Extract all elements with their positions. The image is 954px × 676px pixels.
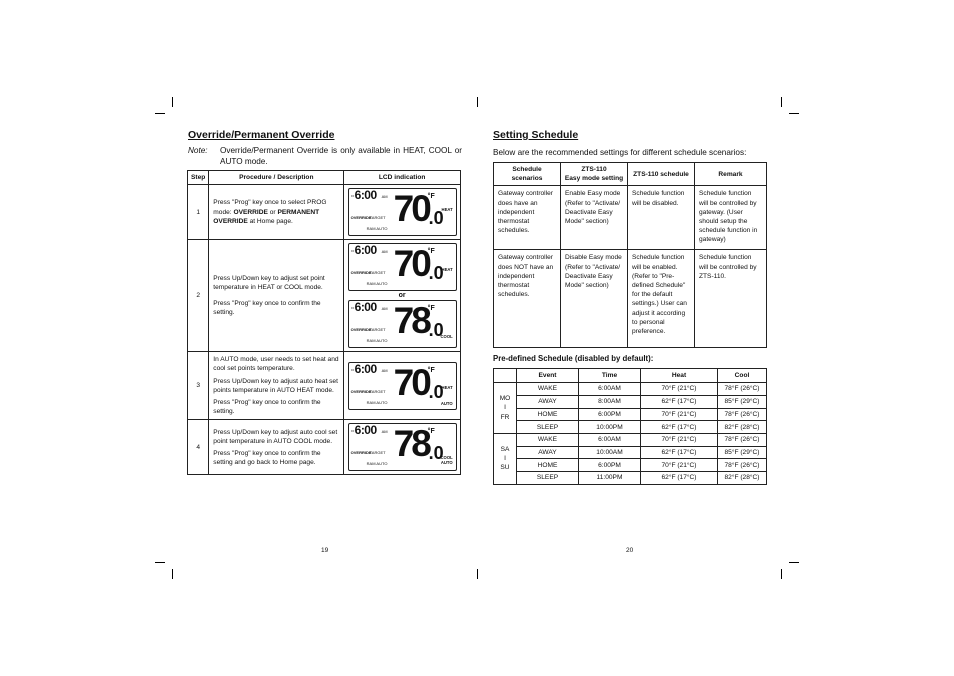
crop-mark bbox=[172, 97, 173, 107]
table-cell: 70°F (21°C) bbox=[641, 383, 718, 396]
table-cell: Schedule function will be controlled by ZTS-110. bbox=[695, 250, 767, 348]
table-cell: 62°F (17°C) bbox=[641, 446, 718, 459]
table-row bbox=[494, 408, 767, 421]
lcd-mode-heat: HEAT bbox=[441, 267, 453, 273]
lcd-temperature: 78 bbox=[393, 300, 429, 342]
table-cell: 85°F (29°C) bbox=[718, 395, 767, 408]
crop-mark bbox=[477, 569, 478, 579]
table-cell: Schedule function will be enabled. (Refer to "Pre-defined Schedule" for the default settings.) User can adjust it according to personal preference. bbox=[628, 250, 695, 348]
table-cell: 70°F (21°C) bbox=[641, 433, 718, 446]
table-cell: Schedule function will be controlled by gateway. (User should setup the schedule function in gateway) bbox=[695, 186, 767, 250]
text: SA bbox=[500, 446, 510, 454]
header-cool: Cool bbox=[718, 369, 767, 383]
text: Easy mode setting bbox=[564, 175, 624, 183]
table-cell: Gateway controller does NOT have an independent thermostat schedules. bbox=[494, 250, 561, 348]
lcd-ampm: AM bbox=[381, 367, 388, 373]
text: or bbox=[267, 208, 278, 216]
lcd-cell bbox=[344, 352, 461, 420]
page-number: 19 bbox=[321, 547, 329, 554]
lcd-cell bbox=[344, 420, 461, 475]
lcd-override: OVERRIDE bbox=[350, 270, 372, 276]
lcd-ram: RAM AUTO bbox=[366, 399, 388, 405]
text: FR bbox=[500, 413, 510, 421]
table-row bbox=[494, 186, 767, 250]
crop-mark bbox=[477, 97, 478, 107]
lcd-unit: °F bbox=[427, 305, 435, 313]
lcd-icon: ▭ bbox=[350, 428, 355, 434]
text: In AUTO mode, user needs to set heat and cool set points temperature. bbox=[213, 356, 339, 373]
page-number: 20 bbox=[626, 547, 634, 554]
lcd-override: OVERRIDE bbox=[350, 327, 372, 333]
step-number: 4 bbox=[188, 420, 209, 475]
step-number: 3 bbox=[188, 352, 209, 420]
lcd-target: TARGET bbox=[369, 450, 386, 456]
lcd-ram: RAM AUTO bbox=[366, 226, 388, 232]
text: ZTS-110 bbox=[581, 166, 607, 173]
lcd-temperature: 78 bbox=[393, 423, 429, 465]
lcd-ram: RAM AUTO bbox=[366, 281, 388, 287]
table-cell: 6:00PM bbox=[579, 459, 641, 472]
lcd-cell bbox=[344, 185, 461, 240]
step-description bbox=[209, 240, 344, 352]
table-cell: WAKE bbox=[517, 433, 579, 446]
lcd-override: OVERRIDE bbox=[350, 450, 372, 456]
table-row bbox=[494, 395, 767, 408]
lcd-icon: ▭ bbox=[350, 193, 355, 199]
crop-mark bbox=[155, 562, 165, 563]
table-cell: AWAY bbox=[517, 446, 579, 459]
lcd-temperature: 70 bbox=[393, 361, 429, 403]
table-row bbox=[494, 433, 767, 446]
lcd-decimal: .0 bbox=[428, 381, 444, 402]
lcd-temperature: 70 bbox=[393, 243, 429, 285]
schedule-scenarios-table bbox=[493, 162, 767, 348]
table-cell: HOME bbox=[517, 408, 579, 421]
step-description bbox=[209, 420, 344, 475]
lcd-display bbox=[348, 188, 457, 236]
step-number: 2 bbox=[188, 240, 209, 352]
table-cell: AWAY bbox=[517, 395, 579, 408]
table-row bbox=[494, 250, 767, 348]
table-row bbox=[494, 459, 767, 472]
table-cell: 82°F (28°C) bbox=[718, 472, 767, 485]
predefined-schedule-table bbox=[493, 368, 767, 485]
crop-mark bbox=[781, 97, 782, 107]
or-label: or bbox=[398, 292, 406, 300]
table-cell: 8:00AM bbox=[579, 395, 641, 408]
table-cell: 10:00PM bbox=[579, 421, 641, 434]
text: Press Up/Down key to adjust auto heat set points temperature in AUTO HEAT mode. bbox=[213, 377, 338, 394]
header-step: Step bbox=[188, 171, 209, 185]
lcd-ampm: AM bbox=[381, 306, 388, 312]
lcd-display bbox=[348, 300, 457, 348]
intro-text: Below are the recommended settings for different schedule scenarios: bbox=[493, 148, 747, 157]
lcd-target: TARGET bbox=[369, 215, 386, 221]
text: at Home page. bbox=[247, 217, 293, 225]
table-cell: 82°F (28°C) bbox=[718, 421, 767, 434]
lcd-decimal: .0 bbox=[428, 208, 444, 229]
table-cell: 11:00PM bbox=[579, 472, 641, 485]
table-cell: Schedule function will be disabled. bbox=[628, 186, 695, 250]
table-cell: SLEEP bbox=[517, 472, 579, 485]
lcd-display bbox=[348, 423, 457, 471]
crop-mark bbox=[781, 569, 782, 579]
text: Press "Prog" key once to select PROG mode: bbox=[213, 199, 327, 216]
lcd-time: 6:00 bbox=[354, 300, 377, 315]
text: Press "Prog" key once to confirm the setting and go back to Home page. bbox=[213, 449, 321, 467]
text-bold: PERMANENT OVERRIDE bbox=[213, 208, 320, 225]
lcd-mode-cool: COOL bbox=[440, 455, 453, 461]
text: Press "Prog" key once to confirm the setting. bbox=[213, 300, 321, 317]
lcd-target: TARGET bbox=[369, 270, 386, 276]
table-cell: 6:00PM bbox=[579, 408, 641, 421]
table-row bbox=[494, 446, 767, 459]
lcd-decimal: .0 bbox=[428, 320, 444, 341]
table-row bbox=[494, 421, 767, 434]
lcd-mode-heat: HEAT bbox=[441, 384, 453, 390]
lcd-ampm: AM bbox=[381, 429, 388, 435]
lcd-ram: RAM AUTO bbox=[366, 461, 388, 467]
lcd-time: 6:00 bbox=[354, 188, 377, 203]
crop-mark bbox=[172, 569, 173, 579]
header-blank bbox=[494, 369, 517, 383]
lcd-mode-heat: HEAT bbox=[441, 207, 453, 213]
note-label: Note: bbox=[188, 146, 208, 155]
header-event: Event bbox=[517, 369, 579, 383]
table-row bbox=[494, 383, 767, 396]
lcd-ram: RAM AUTO bbox=[366, 338, 388, 344]
lcd-cell bbox=[344, 240, 461, 352]
predefined-schedule-title: Pre-defined Schedule (disabled by default): bbox=[493, 354, 654, 363]
lcd-mode-auto: AUTO bbox=[440, 460, 453, 466]
lcd-decimal: .0 bbox=[428, 263, 444, 284]
table-cell: 62°F (17°C) bbox=[641, 472, 718, 485]
header-schedule: ZTS-110 schedule bbox=[628, 163, 695, 186]
table-cell: 62°F (17°C) bbox=[641, 395, 718, 408]
page-title: Setting Schedule bbox=[493, 129, 579, 141]
crop-mark bbox=[789, 562, 799, 563]
override-table bbox=[187, 170, 461, 475]
header-scenarios: Schedule scenarios bbox=[494, 163, 561, 186]
text: I bbox=[504, 404, 506, 412]
table-cell: Gateway controller does have an independent thermostat schedules. bbox=[494, 186, 561, 250]
page-title: Override/Permanent Override bbox=[188, 129, 335, 141]
step-description bbox=[209, 352, 344, 420]
lcd-unit: °F bbox=[427, 428, 435, 436]
text: SU bbox=[500, 464, 510, 472]
table-cell: 85°F (29°C) bbox=[718, 446, 767, 459]
lcd-temperature: 70 bbox=[393, 188, 429, 230]
text: Press Up/Down key to adjust auto cool set point temperature in AUTO COOL mode. bbox=[213, 428, 338, 445]
day-group-label bbox=[494, 383, 517, 434]
step-number: 1 bbox=[188, 185, 209, 240]
table-cell: 78°F (26°C) bbox=[718, 383, 767, 396]
header-time: Time bbox=[579, 369, 641, 383]
header-easy-mode bbox=[561, 163, 628, 186]
lcd-mode-cool: COOL bbox=[440, 334, 453, 340]
crop-mark bbox=[789, 113, 799, 114]
lcd-unit: °F bbox=[427, 193, 435, 201]
table-cell: 10:00AM bbox=[579, 446, 641, 459]
lcd-ampm: AM bbox=[381, 249, 388, 255]
table-cell: 78°F (26°C) bbox=[718, 459, 767, 472]
table-cell: 78°F (26°C) bbox=[718, 433, 767, 446]
lcd-icon: ▭ bbox=[350, 366, 355, 372]
lcd-display bbox=[348, 243, 457, 291]
lcd-unit: °F bbox=[427, 366, 435, 374]
lcd-override: OVERRIDE bbox=[350, 215, 372, 221]
table-cell: HOME bbox=[517, 459, 579, 472]
table-cell: 6:00AM bbox=[579, 383, 641, 396]
lcd-unit: °F bbox=[427, 248, 435, 256]
header-heat: Heat bbox=[641, 369, 718, 383]
table-cell: Enable Easy mode (Refer to "Activate/ Deactivate Easy Mode" section) bbox=[561, 186, 628, 250]
lcd-display bbox=[348, 362, 457, 410]
lcd-target: TARGET bbox=[369, 388, 386, 394]
step-description bbox=[209, 185, 344, 240]
lcd-icon: ▭ bbox=[350, 305, 355, 311]
table-cell: WAKE bbox=[517, 383, 579, 396]
table-cell: Disable Easy mode (Refer to "Activate/ Deactivate Easy Mode" section) bbox=[561, 250, 628, 348]
lcd-target: TARGET bbox=[369, 327, 386, 333]
lcd-time: 6:00 bbox=[354, 243, 377, 258]
text: Press "Prog" key once to confirm the setting. bbox=[213, 399, 321, 416]
table-row bbox=[494, 472, 767, 485]
lcd-mode-auto: AUTO bbox=[440, 400, 453, 406]
text: I bbox=[504, 455, 506, 463]
note-text: Override/Permanent Override is only available in HEAT, COOL or AUTO mode. bbox=[220, 146, 462, 166]
text: Press Up/Down key to adjust set point temperature in HEAT or COOL mode. bbox=[213, 274, 325, 291]
header-procedure: Procedure / Description bbox=[209, 171, 344, 185]
header-remark: Remark bbox=[695, 163, 767, 186]
day-group-label bbox=[494, 433, 517, 484]
lcd-override: OVERRIDE bbox=[350, 388, 372, 394]
table-cell: 78°F (26°C) bbox=[718, 408, 767, 421]
text: MO bbox=[499, 395, 511, 403]
lcd-time: 6:00 bbox=[354, 361, 377, 376]
table-cell: 70°F (21°C) bbox=[641, 459, 718, 472]
text-bold: OVERRIDE bbox=[233, 208, 268, 216]
table-cell: 6:00AM bbox=[579, 433, 641, 446]
header-lcd: LCD indication bbox=[344, 171, 461, 185]
table-cell: 70°F (21°C) bbox=[641, 408, 718, 421]
lcd-icon: ▭ bbox=[350, 248, 355, 254]
crop-mark bbox=[155, 113, 165, 114]
lcd-ampm: AM bbox=[381, 194, 388, 200]
table-cell: SLEEP bbox=[517, 421, 579, 434]
table-cell: 62°F (17°C) bbox=[641, 421, 718, 434]
lcd-decimal: .0 bbox=[428, 443, 444, 464]
lcd-time: 6:00 bbox=[354, 423, 377, 438]
